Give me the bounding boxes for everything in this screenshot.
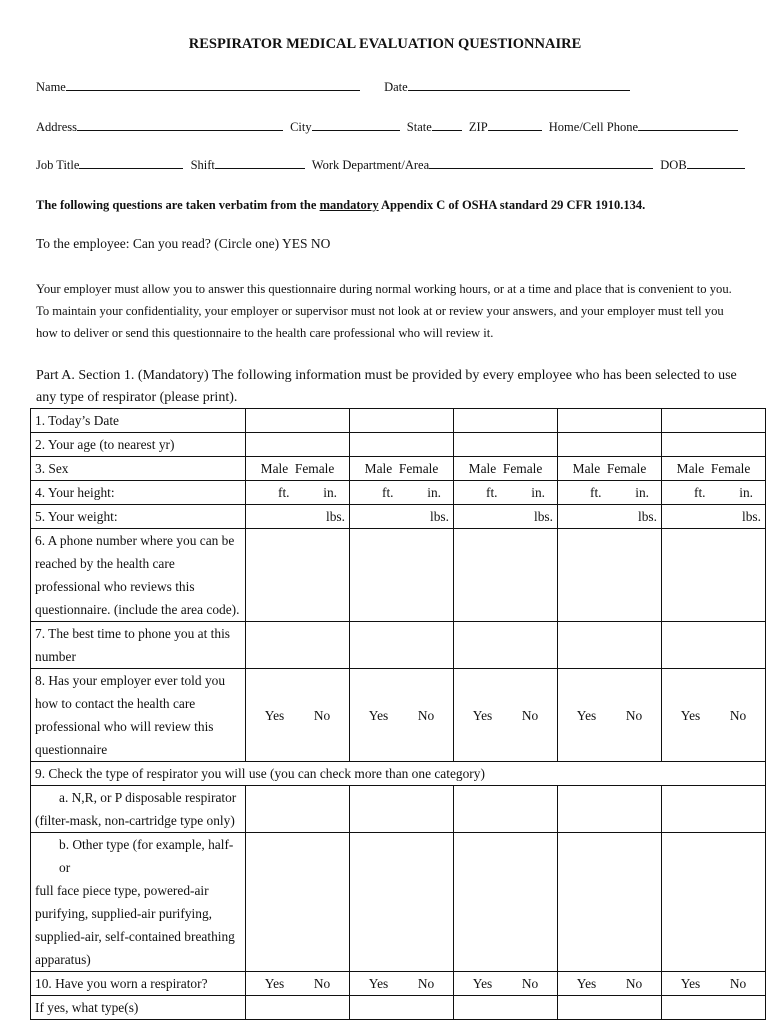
dob-label: DOB bbox=[660, 158, 687, 172]
address-label: Address bbox=[36, 120, 77, 134]
checkbox-cell[interactable] bbox=[454, 833, 558, 972]
answer-cell[interactable] bbox=[454, 996, 558, 1020]
weight-cell[interactable] bbox=[454, 505, 558, 529]
sex-options[interactable] bbox=[662, 457, 766, 481]
yes-no-cell[interactable] bbox=[350, 972, 454, 996]
ft-unit: ft. bbox=[382, 485, 394, 500]
q9b-label bbox=[31, 833, 246, 972]
address-field[interactable] bbox=[77, 118, 283, 131]
no-option[interactable]: No bbox=[521, 976, 539, 991]
yes-no-cell[interactable] bbox=[558, 972, 662, 996]
checkbox-cell[interactable] bbox=[246, 786, 350, 833]
female-option[interactable]: Female bbox=[710, 461, 751, 476]
lbs-unit: lbs. bbox=[742, 509, 761, 524]
phone-field[interactable] bbox=[638, 118, 738, 131]
yes-no-cell[interactable] bbox=[662, 972, 766, 996]
state-field[interactable] bbox=[432, 118, 462, 131]
name-date-row bbox=[36, 78, 634, 95]
sex-options[interactable] bbox=[558, 457, 662, 481]
q9b-line1: b. Other type (for example, half-or bbox=[59, 837, 234, 875]
osha-note bbox=[36, 198, 645, 213]
male-option[interactable]: Male bbox=[572, 461, 601, 476]
answer-cell[interactable] bbox=[350, 622, 454, 669]
q9-label: 9. Check the type of respirator you will use (you can check more than one category) bbox=[31, 762, 766, 786]
q9a-label bbox=[31, 786, 246, 833]
yes-option[interactable]: Yes bbox=[576, 976, 597, 991]
state-label: State bbox=[406, 120, 432, 134]
no-option[interactable]: No bbox=[729, 976, 747, 991]
lbs-unit: lbs. bbox=[326, 509, 345, 524]
answer-cell[interactable] bbox=[350, 996, 454, 1020]
answer-cell[interactable] bbox=[558, 529, 662, 622]
answer-cell[interactable] bbox=[246, 529, 350, 622]
in-unit: in. bbox=[323, 485, 337, 500]
yes-no-cell[interactable] bbox=[246, 669, 350, 762]
lbs-unit: lbs. bbox=[534, 509, 553, 524]
q5-label: 5. Your weight: bbox=[31, 505, 246, 529]
sex-options[interactable] bbox=[350, 457, 454, 481]
yes-no-cell[interactable] bbox=[246, 972, 350, 996]
checkbox-cell[interactable] bbox=[662, 786, 766, 833]
yes-option[interactable]: Yes bbox=[576, 707, 597, 723]
table-row bbox=[31, 996, 766, 1020]
job-row bbox=[36, 156, 749, 173]
sex-options[interactable] bbox=[454, 457, 558, 481]
checkbox-cell[interactable] bbox=[454, 786, 558, 833]
sex-options[interactable] bbox=[246, 457, 350, 481]
answer-cell[interactable] bbox=[454, 409, 558, 433]
shift-label: Shift bbox=[190, 158, 215, 172]
q4-label: 4. Your height: bbox=[31, 481, 246, 505]
weight-cell[interactable] bbox=[350, 505, 454, 529]
date-field[interactable] bbox=[408, 78, 630, 91]
q9a-line2: (filter-mask, non-cartridge type only) bbox=[35, 813, 235, 828]
ft-unit: ft. bbox=[278, 485, 290, 500]
yes-no-cell[interactable] bbox=[662, 669, 766, 762]
name-field[interactable] bbox=[66, 78, 360, 91]
job-title-field[interactable] bbox=[79, 156, 183, 169]
answer-cell[interactable] bbox=[350, 433, 454, 457]
ft-unit: ft. bbox=[486, 485, 498, 500]
questionnaire-table bbox=[30, 408, 766, 1020]
female-option[interactable]: Female bbox=[294, 461, 335, 476]
yes-option[interactable]: Yes bbox=[264, 976, 285, 991]
male-option[interactable]: Male bbox=[260, 461, 289, 476]
answer-cell[interactable] bbox=[662, 409, 766, 433]
checkbox-cell[interactable] bbox=[246, 833, 350, 972]
yes-option[interactable]: Yes bbox=[472, 707, 493, 723]
female-option[interactable]: Female bbox=[502, 461, 543, 476]
osha-note-pre: The following questions are taken verbatim from the bbox=[36, 198, 320, 212]
in-unit: in. bbox=[635, 485, 649, 500]
work-department-field[interactable] bbox=[429, 156, 653, 169]
q8-label: 8. Has your employer ever told you how to contact the health care professional who will review this questionnaire bbox=[31, 669, 246, 762]
no-option[interactable]: No bbox=[521, 707, 539, 723]
osha-note-emph: mandatory bbox=[319, 198, 379, 212]
lbs-unit: lbs. bbox=[638, 509, 657, 524]
q9a-line1: a. N,R, or P disposable respirator bbox=[59, 790, 237, 805]
date-label: Date bbox=[384, 80, 408, 94]
work-department-label: Work Department/Area bbox=[311, 158, 430, 172]
shift-field[interactable] bbox=[215, 156, 305, 169]
weight-cell[interactable] bbox=[246, 505, 350, 529]
city-label: City bbox=[290, 120, 312, 134]
answer-cell[interactable] bbox=[246, 622, 350, 669]
height-cell[interactable] bbox=[454, 481, 558, 505]
answer-cell[interactable] bbox=[662, 996, 766, 1020]
no-option[interactable]: No bbox=[625, 976, 643, 991]
yes-option[interactable]: Yes bbox=[368, 976, 389, 991]
table-row bbox=[31, 505, 766, 529]
answer-cell[interactable] bbox=[454, 433, 558, 457]
osha-note-post: Appendix C of OSHA standard 29 CFR 1910.134. bbox=[378, 198, 646, 212]
no-option[interactable]: No bbox=[417, 976, 435, 991]
table-row bbox=[31, 972, 766, 996]
answer-cell[interactable] bbox=[454, 529, 558, 622]
male-option[interactable]: Male bbox=[468, 461, 497, 476]
yes-no-cell[interactable] bbox=[454, 669, 558, 762]
can-you-read-question[interactable]: To the employee: Can you read? (Circle one) YES NO bbox=[36, 236, 331, 251]
q1-label: 1. Today’s Date bbox=[31, 409, 246, 433]
address-row bbox=[36, 118, 742, 135]
in-unit: in. bbox=[739, 485, 753, 500]
table-row bbox=[31, 529, 766, 622]
q2-label: 2. Your age (to nearest yr) bbox=[31, 433, 246, 457]
no-option[interactable]: No bbox=[625, 707, 643, 723]
yes-option[interactable]: Yes bbox=[472, 976, 493, 991]
q7-label: 7. The best time to phone you at this number bbox=[31, 622, 246, 669]
table-row bbox=[31, 481, 766, 505]
checkbox-cell[interactable] bbox=[350, 786, 454, 833]
name-label: Name bbox=[36, 80, 66, 94]
height-cell[interactable] bbox=[246, 481, 350, 505]
female-option[interactable]: Female bbox=[398, 461, 439, 476]
female-option[interactable]: Female bbox=[606, 461, 647, 476]
height-cell[interactable] bbox=[558, 481, 662, 505]
answer-cell[interactable] bbox=[350, 409, 454, 433]
zip-field[interactable] bbox=[488, 118, 542, 131]
table-row bbox=[31, 669, 766, 762]
part-a-heading: Part A. Section 1. (Mandatory) The following information must be provided by every employee who has been selected to use any type of respirator (please print). bbox=[36, 368, 737, 405]
answer-cell[interactable] bbox=[246, 996, 350, 1020]
instructions-paragraph: Your employer must allow you to answer this questionnaire during normal working hours, or at a time and place that is convenient to you. To maintain your confidentiality, your employer or supervisor must not look at or review your answers, and your employer must tell you how to deliver or send this questionnaire to the health care professional who will review it. bbox=[36, 282, 732, 340]
yes-option[interactable]: Yes bbox=[368, 707, 389, 723]
table-row bbox=[31, 457, 766, 481]
weight-cell[interactable] bbox=[662, 505, 766, 529]
yes-option[interactable]: Yes bbox=[680, 976, 701, 991]
yes-no-cell[interactable] bbox=[558, 669, 662, 762]
table-row bbox=[31, 409, 766, 433]
checkbox-cell[interactable] bbox=[558, 786, 662, 833]
answer-cell[interactable] bbox=[454, 622, 558, 669]
q3-label: 3. Sex bbox=[31, 457, 246, 481]
weight-cell[interactable] bbox=[558, 505, 662, 529]
checkbox-cell[interactable] bbox=[350, 833, 454, 972]
table-row bbox=[31, 622, 766, 669]
dob-field[interactable] bbox=[687, 156, 745, 169]
answer-cell[interactable] bbox=[350, 529, 454, 622]
in-unit: in. bbox=[531, 485, 545, 500]
city-field[interactable] bbox=[312, 118, 400, 131]
table-row bbox=[31, 433, 766, 457]
answer-cell[interactable] bbox=[662, 433, 766, 457]
yes-option[interactable]: Yes bbox=[680, 707, 701, 723]
answer-cell[interactable] bbox=[558, 409, 662, 433]
yes-no-cell[interactable] bbox=[350, 669, 454, 762]
ft-unit: ft. bbox=[694, 485, 706, 500]
male-option[interactable]: Male bbox=[364, 461, 393, 476]
q6-label: 6. A phone number where you can be reached by the health care professional who reviews this questionnaire. (include the area code). bbox=[31, 529, 246, 622]
answer-cell[interactable] bbox=[662, 622, 766, 669]
q9b-line2: full face piece type, powered-air purifying, supplied-air purifying, supplied-air, self-contained breathing apparatus) bbox=[35, 883, 235, 967]
answer-cell[interactable] bbox=[558, 996, 662, 1020]
yes-no-cell[interactable] bbox=[454, 972, 558, 996]
height-cell[interactable] bbox=[350, 481, 454, 505]
answer-cell[interactable] bbox=[558, 622, 662, 669]
answer-cell[interactable] bbox=[558, 433, 662, 457]
answer-cell[interactable] bbox=[246, 433, 350, 457]
height-cell[interactable] bbox=[662, 481, 766, 505]
no-option[interactable]: No bbox=[417, 707, 435, 723]
q10-label: 10. Have you worn a respirator? bbox=[31, 972, 246, 996]
q10b-label: If yes, what type(s) bbox=[31, 996, 246, 1020]
checkbox-cell[interactable] bbox=[558, 833, 662, 972]
ft-unit: ft. bbox=[590, 485, 602, 500]
no-option[interactable]: No bbox=[729, 707, 747, 723]
lbs-unit: lbs. bbox=[430, 509, 449, 524]
male-option[interactable]: Male bbox=[676, 461, 705, 476]
no-option[interactable]: No bbox=[313, 707, 331, 723]
table-row bbox=[31, 762, 766, 786]
table-row bbox=[31, 833, 766, 972]
checkbox-cell[interactable] bbox=[662, 833, 766, 972]
table-row bbox=[31, 786, 766, 833]
yes-option[interactable]: Yes bbox=[264, 707, 285, 723]
answer-cell[interactable] bbox=[662, 529, 766, 622]
answer-cell[interactable] bbox=[246, 409, 350, 433]
in-unit: in. bbox=[427, 485, 441, 500]
zip-label: ZIP bbox=[468, 120, 488, 134]
form-title: RESPIRATOR MEDICAL EVALUATION QUESTIONNAIRE bbox=[188, 36, 582, 52]
phone-label: Home/Cell Phone bbox=[548, 120, 638, 134]
no-option[interactable]: No bbox=[313, 976, 331, 991]
job-title-label: Job Title bbox=[36, 158, 80, 172]
